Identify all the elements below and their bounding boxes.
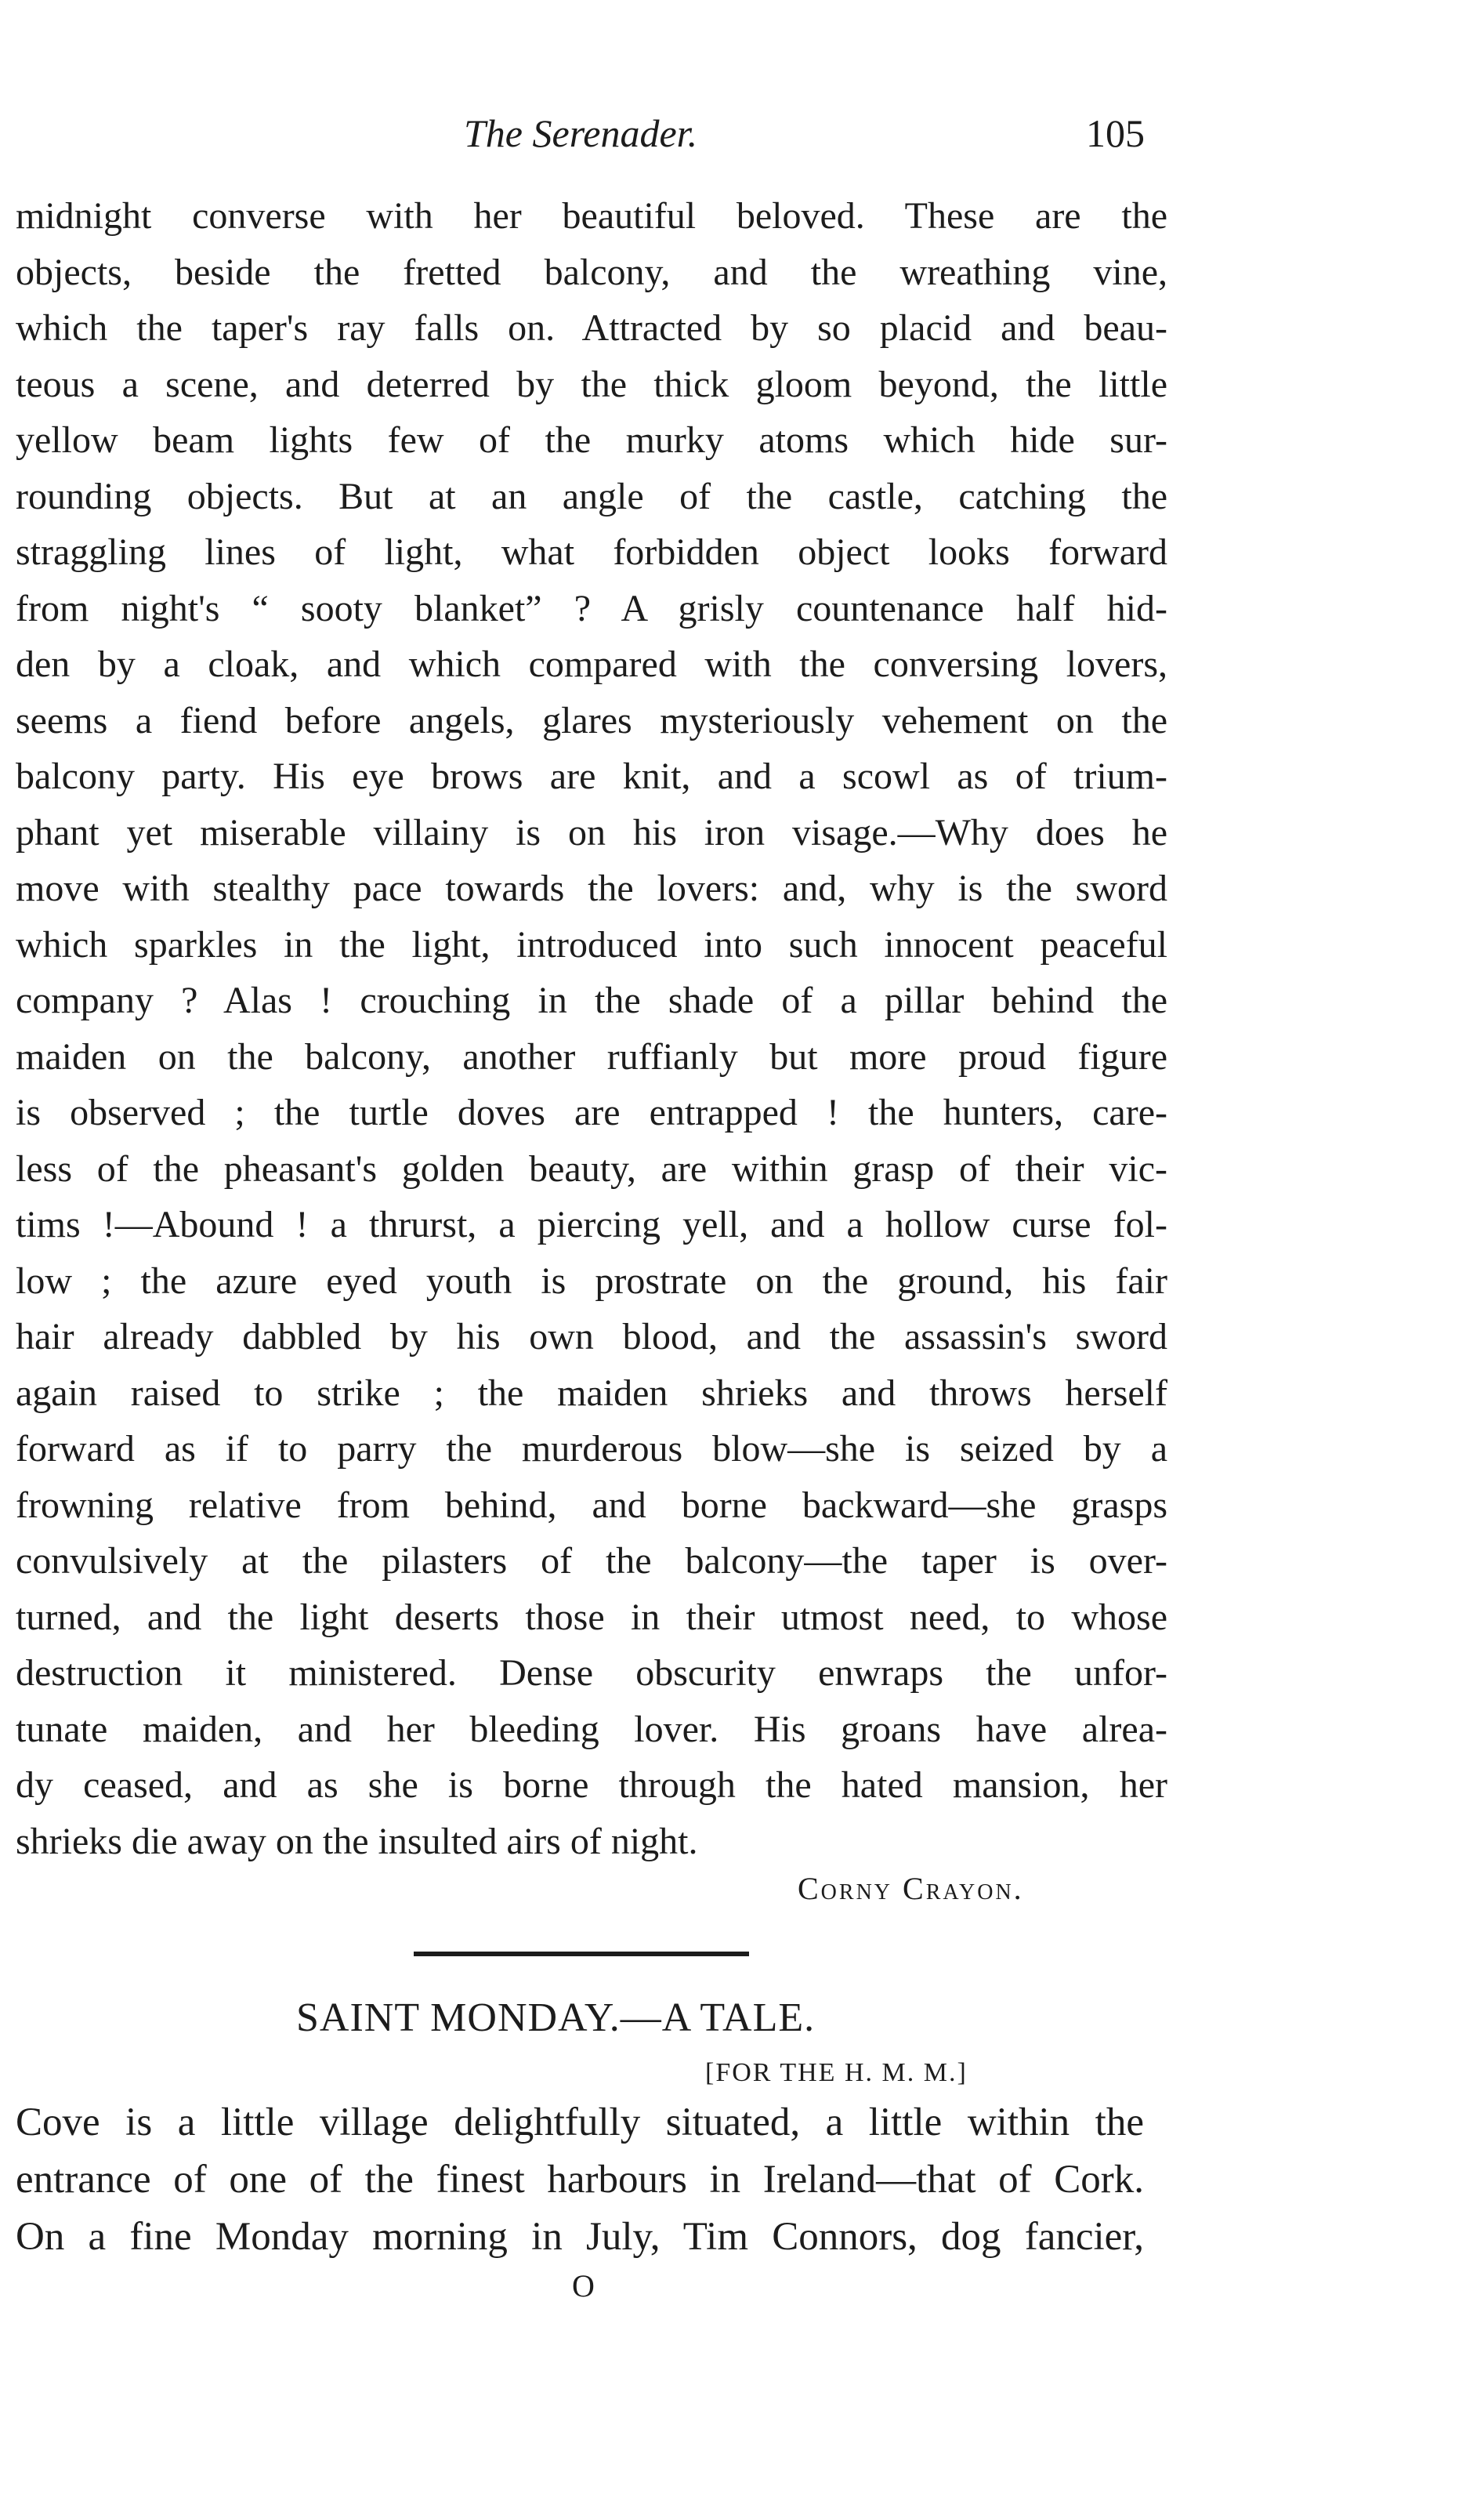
page-header [0,94,1484,172]
text-line: maiden on the balcony, another ruffianly but more proud figure [16,1035,1167,1078]
text-line: entrance of one of the finest harbours in Ireland—that of Cork. [16,2158,1144,2202]
text-line: objects, beside the fretted balcony, and the wreathing vine, [16,251,1167,293]
running-title: The Serenader. [464,111,698,155]
page-number: 105 [1086,111,1145,155]
text-line: move with stealthy pace towards the lovers: and, why is the sword [16,868,1167,909]
text-line: Cove is a little village delightfully situated, a little within the [16,2100,1144,2144]
tale-title: SAINT MONDAY.—A TALE. [296,1995,816,2040]
text-line: is observed ; the turtle doves are entrapped ! the hunters, care- [16,1092,1167,1133]
text-line: forward as if to parry the murderous blow—she is seized by a [16,1428,1167,1470]
text-line: yellow beam lights few of the murky atoms which hide sur- [16,419,1167,461]
signature-mark: O [572,2268,595,2303]
text-line: On a fine Monday morning in July, Tim Connors, dog fancier, [16,2215,1144,2259]
text-line: convulsively at the pilasters of the balcony—the taper is over- [16,1540,1167,1582]
tale-text [16,2094,1144,2266]
text-line: from night's “ sooty blanket” ? A grisly countenance half hid- [16,587,1167,629]
text-line: which sparkles in the light, introduced into such innocent peaceful [16,923,1167,966]
tale-source-note: [FOR THE H. M. M.] [705,2058,968,2087]
text-line: tims !—Abound ! a thrurst, a piercing yell, and a hollow curse fol- [16,1204,1167,1245]
text-line: phant yet miserable villainy is on his iron visage.—Why does he [16,811,1167,854]
text-line: seems a fiend before angels, glares mysteriously vehement on the [16,699,1167,741]
text-line: dy ceased, and as she is borne through the hated mansion, her [16,1764,1167,1806]
text-line: midnight converse with her beautiful beloved. These are the [16,195,1167,237]
text-line: destruction it ministered. Dense obscurity enwraps the unfor- [16,1652,1167,1694]
text-line: turned, and the light deserts those in their utmost need, to whose [16,1596,1167,1638]
story-text [16,188,1167,1869]
text-line: rounding objects. But at an angle of the castle, catching the [16,475,1167,517]
section-divider [414,1952,749,1956]
text-line: balcony party. His eye brows are knit, and a scowl as of trium- [16,756,1167,797]
text-line: less of the pheasant's golden beauty, are within grasp of their vic- [16,1147,1167,1190]
text-line: hair already dabbled by his own blood, and the assassin's sword [16,1316,1167,1357]
text-line: low ; the azure eyed youth is prostrate on the ground, his fair [16,1260,1167,1302]
text-line: company ? Alas ! crouching in the shade of a pillar behind the [16,980,1167,1021]
text-line: teous a scene, and deterred by the thick gloom beyond, the little [16,363,1167,405]
text-line: den by a cloak, and which compared with the conversing lovers, [16,643,1167,685]
text-line: again raised to strike ; the maiden shrieks and throws herself [16,1372,1167,1414]
text-line: straggling lines of light, what forbidden object looks forward [16,531,1167,573]
text-line: which the taper's ray falls on. Attracted by so placid and beau- [16,307,1167,349]
text-line: frowning relative from behind, and borne backward—she grasps [16,1484,1167,1526]
author-signature: Corny Crayon. [798,1871,1024,1906]
text-line: shrieks die away on the insulted airs of night. [16,1820,698,1862]
text-line: tunate maiden, and her bleeding lover. His groans have alrea- [16,1708,1167,1750]
